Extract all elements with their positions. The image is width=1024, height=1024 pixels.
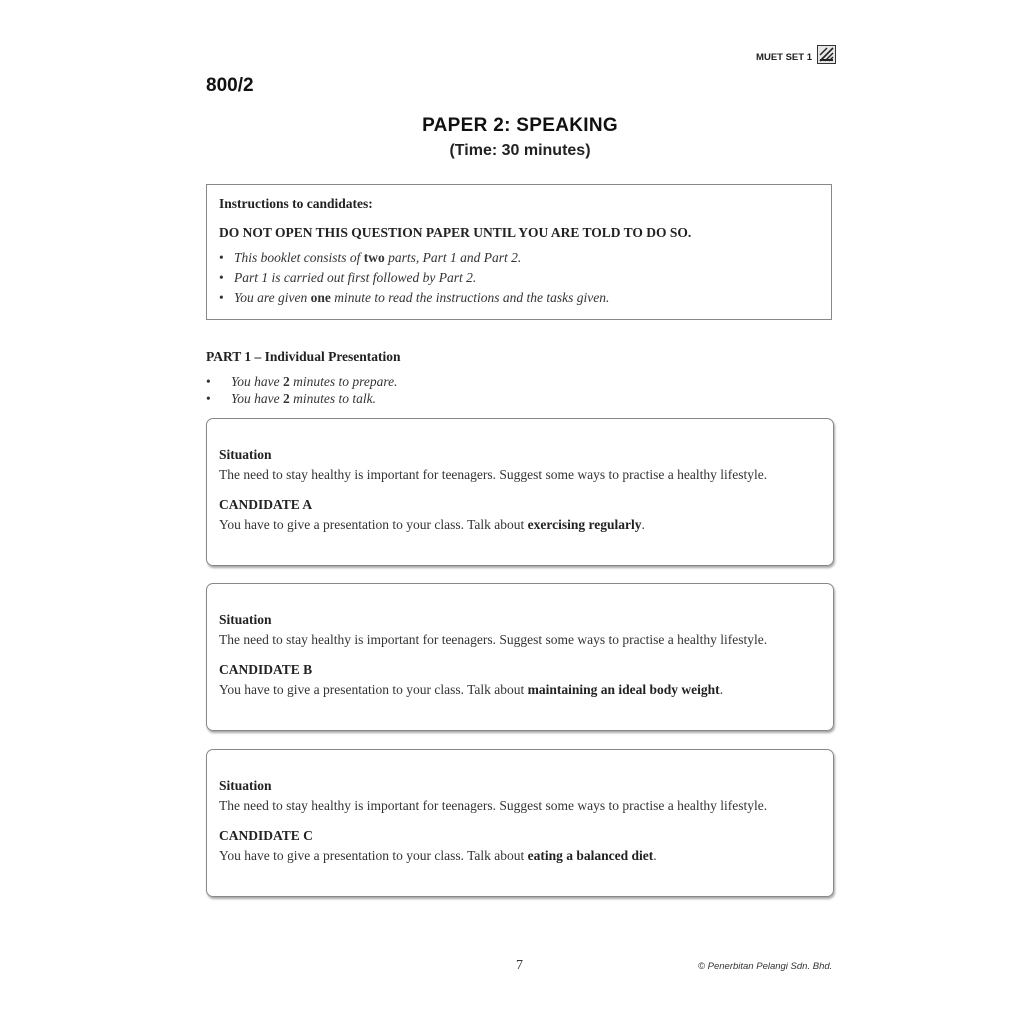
page-subtitle: (Time: 30 minutes) (449, 142, 591, 159)
set-label: MUET SET 1 (756, 51, 812, 63)
candidate-label: CANDIDATE B (219, 662, 313, 677)
candidate-task: You have to give a presentation to your class. Talk about eating a balanced diet. (219, 848, 657, 863)
situation-label: Situation (219, 778, 272, 793)
candidate-b-card (206, 583, 834, 731)
candidate-c-card (206, 749, 834, 897)
instruction-item: • You are given one minute to read the instructions and the tasks given. (219, 290, 610, 305)
part1-rules-list (206, 374, 398, 408)
instructions-warning: DO NOT OPEN THIS QUESTION PAPER UNTIL YOU ARE TOLD TO DO SO. (219, 225, 692, 240)
instruction-item: • This booklet consists of two parts, Part 1 and Part 2. (219, 250, 522, 265)
bullet-icon: • (219, 290, 224, 305)
candidate-a-card (206, 418, 834, 566)
bullet-icon: • (219, 270, 224, 285)
candidate-label: CANDIDATE A (219, 497, 313, 512)
candidate-label: CANDIDATE C (219, 828, 313, 843)
instructions-box (206, 184, 832, 320)
situation-text: The need to stay healthy is important for teenagers. Suggest some ways to practise a healthy lifestyle. (219, 467, 768, 482)
candidate-task: You have to give a presentation to your class. Talk about maintaining an ideal body weight. (219, 682, 724, 697)
publisher-logo-icon (817, 45, 836, 64)
paper-code: 800/2 (206, 75, 254, 96)
situation-label: Situation (219, 612, 272, 627)
part1-rule-item: • You have 2 minutes to prepare. (206, 374, 398, 389)
page-title: PAPER 2: SPEAKING (422, 115, 618, 136)
set-label-header (740, 43, 836, 65)
situation-text: The need to stay healthy is important for teenagers. Suggest some ways to practise a healthy lifestyle. (219, 798, 768, 813)
part1-heading: PART 1 – Individual Presentation (206, 349, 401, 364)
instructions-heading: Instructions to candidates: (219, 196, 373, 211)
situation-text: The need to stay healthy is important for teenagers. Suggest some ways to practise a healthy lifestyle. (219, 632, 768, 647)
page-number: 7 (516, 958, 523, 973)
copyright-notice: © Penerbitan Pelangi Sdn. Bhd. (698, 961, 833, 972)
instructions-list (219, 250, 819, 306)
bullet-icon: • (206, 391, 211, 406)
instruction-item: • Part 1 is carried out first followed by Part 2. (219, 270, 477, 285)
situation-label: Situation (219, 447, 272, 462)
bullet-icon: • (219, 250, 224, 265)
candidate-task: You have to give a presentation to your class. Talk about exercising regularly. (219, 517, 645, 532)
part1-rule-item: • You have 2 minutes to talk. (206, 391, 377, 406)
bullet-icon: • (206, 374, 211, 389)
